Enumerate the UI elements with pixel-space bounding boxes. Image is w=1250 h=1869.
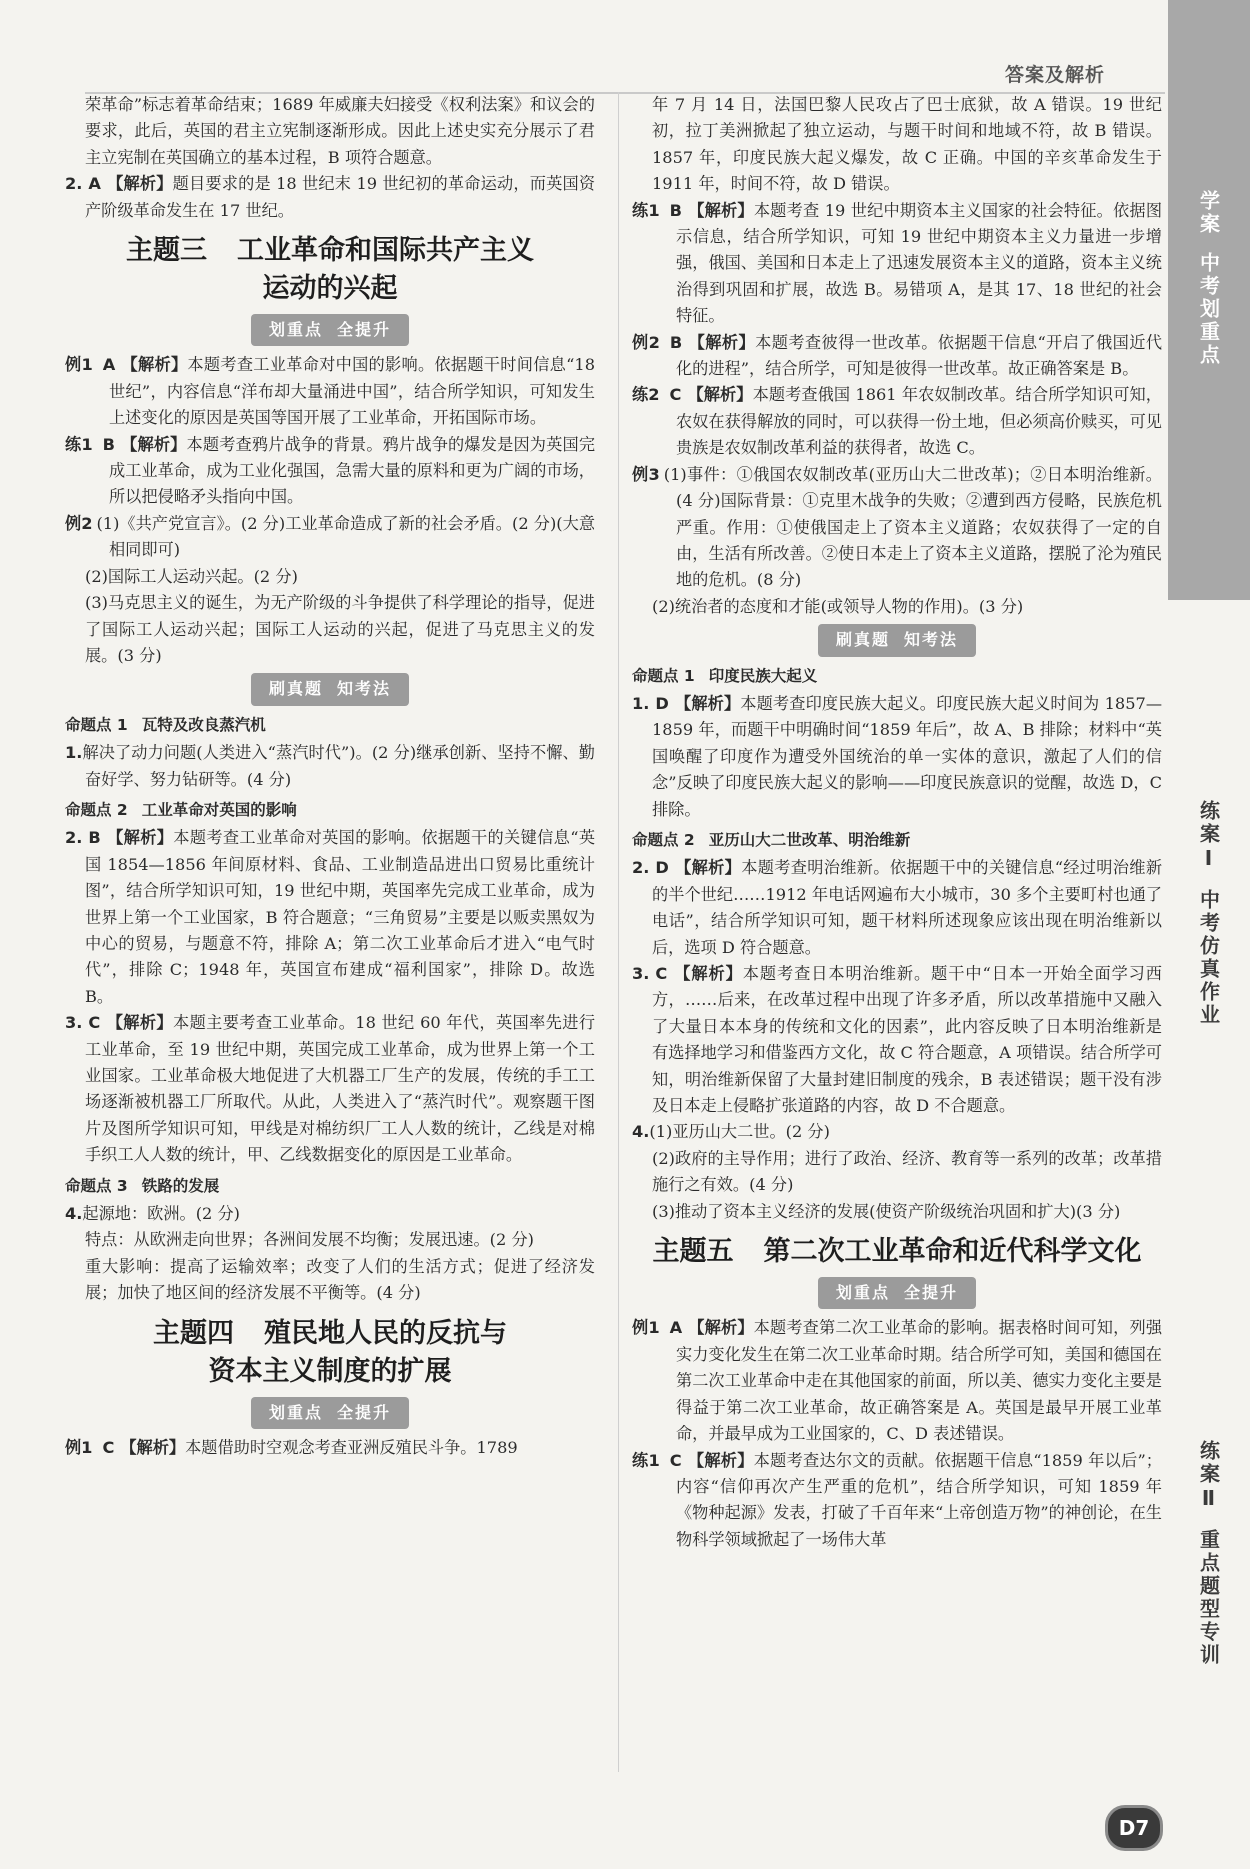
left-column	[65, 92, 595, 1461]
topic-heading: 主题五 第二次工业革命和近代科学文化	[652, 1236, 1142, 1268]
answer-subpart: (3)推动了资本主义经济的发展(使资产阶级统治巩固和扩大)(3 分)	[652, 1201, 1121, 1221]
example-item: 例1 C 【解析】本题借助时空观念考查亚洲反殖民斗争。1789	[65, 1438, 518, 1458]
point-title: 命题点 2 工业革命对英国的影响	[65, 800, 297, 819]
page-number-badge: D7	[1105, 1805, 1163, 1851]
example-subpart: (2)统治者的态度和才能(或领导人物的作用)。(3 分)	[652, 596, 1024, 616]
section-pill: 划重点 全提升	[251, 1397, 409, 1429]
answer-item: 1.解决了动力问题(人类进入“蒸汽时代”)。(2 分)继承创新、坚持不懈、勤奋好学、努力钻研等。(4 分)	[65, 743, 595, 789]
answer-item: 2. D 【解析】本题考查明治维新。依据题干中的关键信息“经过明治维新的半个世纪……1912 年电话网遍布大小城市，30 多个主要町村也通了电话”，结合所学知识可知，题干材料所述现象应该出现在明治维新以后，选项 D 符合题意。	[632, 858, 1163, 957]
example-subpart: (2)国际工人运动兴起。(2 分)	[85, 566, 298, 586]
practice-item: 练1 C 【解析】本题考查达尔文的贡献。依据题干信息“1859 年以后”；内容“信仰再次产生严重的危机”，结合所学知识，可知 1859 年《物种起源》发表，打破了千百年来“上帝创造万物”的神创论，在生物科学领域掀起了一场伟大革	[632, 1450, 1162, 1549]
answer-subpart: 重大影响：提高了运输效率；改变了人们的生活方式；促进了经济发展；加快了地区间的经济发展不平衡等。(4 分)	[85, 1256, 595, 1303]
example-item: 例1 A 【解析】本题考查工业革命对中国的影响。依据题干时间信息“18 世纪”，内容信息“洋布却大量涌进中国”，结合所学知识，可知发生上述变化的原因是英国等国开展了工业革命，开拓国际市场。	[65, 355, 596, 428]
section-pill: 刷真题 知考法	[251, 673, 409, 705]
example-item: 例2 B 【解析】本题考查彼得一世改革。依据题干信息“开启了俄国近代化的进程”，结合所学，可知是彼得一世改革。故正确答案是 B。	[632, 332, 1163, 379]
column-divider	[618, 92, 619, 1772]
answer-item: 4.起源地：欧洲。(2 分)	[65, 1204, 240, 1224]
section-pill: 划重点 全提升	[251, 314, 409, 346]
header-title: 答案及解析	[1005, 64, 1106, 86]
answer-subpart: (2)政府的主导作用；进行了政治、经济、教育等一系列的改革；改革措施行之有效。(4 分)	[652, 1148, 1162, 1195]
section-pill: 划重点 全提升	[818, 1277, 976, 1309]
point-title: 命题点 1 印度民族大起义	[632, 666, 818, 685]
side-tab-practice-2[interactable]: 练案Ⅱ 重点题型专训	[1196, 1440, 1221, 1667]
topic-heading: 主题四 殖民地人民的反抗与 资本主义制度的扩展	[153, 1317, 507, 1387]
point-title: 命题点 3 铁路的发展	[65, 1176, 220, 1195]
topic-heading: 主题三 工业革命和国际共产主义 运动的兴起	[126, 235, 534, 305]
point-title: 命题点 1 瓦特及改良蒸汽机	[65, 715, 266, 734]
example-item: 例3 (1)事件：①俄国农奴制改革(亚历山大二世改革)；②日本明治维新。(4 分)国际背景：①克里木战争的失败；②遭到西方侵略，民族危机严重。作用：①使俄国走上了资本主义道路；农奴获得了一定的自由，生活有所改善。②使日本走上了资本主义道路，摆脱了沦为殖民地的危机。(8 分)	[632, 464, 1162, 590]
example-item: 例2 (1)《共产党宣言》。(2 分)工业革命造成了新的社会矛盾。(2 分)(大意相同即可)	[65, 513, 596, 560]
answer-item: 2. B 【解析】本题考查工业革命对英国的影响。依据题干的关键信息“英国 1854—1856 年间原材料、食品、工业制造品进出口贸易比重统计图”，结合所学知识可知，19 世纪中期，英国率先完成工业革命，成为世界上第一个工业国家，B 符合题意；“三角贸易”主要是以贩卖黑奴为中心的贸易，与题意不符，排除 A；第二次工业革命后才进入“电气时代”，排除 C；1948 年，英国宣布建成“福利国家”，排除 D。故选 B。	[65, 828, 596, 1006]
point-title: 命题点 2 亚历山大二世改革、明治维新	[632, 830, 911, 849]
intro-paragraph: 荣革命”标志着革命结束；1689 年威廉夫妇接受《权利法案》和议会的要求，此后，英国的君主立宪制逐渐形成。因此上述史实充分展示了君主立宪制在英国确立的基本过程，B 项符合题意。	[85, 95, 595, 167]
practice-item: 练1 B 【解析】本题考查 19 世纪中期资本主义国家的社会特征。依据图示信息，结合所学知识，可知 19 世纪中期资本主义力量进一步增强，俄国、美国和日本走上了迅速发展资本主义的道路，资本主义统治得到巩固和扩展，故选 B。易错项 A，是其 17、18 世纪的社会特征。	[632, 200, 1163, 326]
example-subpart: (3)马克思主义的诞生，为无产阶级的斗争提供了科学理论的指导，促进了国际工人运动兴起；国际工人运动的兴起，促进了马克思主义的发展。(3 分)	[85, 593, 595, 665]
answer-item: 4.(1)亚历山大二世。(2 分)	[632, 1122, 830, 1142]
continued-paragraph: 年 7 月 14 日，法国巴黎人民攻占了巴士底狱，故 A 错误。19 世纪初，拉丁美洲掀起了独立运动，与题干时间和地域不符，故 B 错误。1857 年，印度民族大起义爆发，故 C 正确。中国的辛亥革命发生于 1911 年，时间不符，故 D 错误。	[652, 95, 1162, 194]
answer-subpart: 特点：从欧洲走向世界；各洲间发展不均衡；发展迅速。(2 分)	[85, 1230, 534, 1250]
practice-item: 练1 B 【解析】本题考查鸦片战争的背景。鸦片战争的爆发是因为英国完成工业革命，成为工业化强国，急需大量的原料和更为广阔的市场，所以把侵略矛头指向中国。	[65, 434, 596, 507]
side-tab-study[interactable]: 学案 中考划重点	[1168, 0, 1250, 600]
answer-item: 3. C 【解析】本题考查日本明治维新。题干中“日本一开始全面学习西方，……后来，在改革过程中出现了许多矛盾，所以改革措施中又融入了大量日本本身的传统和文化的因素”，此内容反映了日本明治维新是有选择地学习和借鉴西方文化，故 C 符合题意，A 项错误。结合所学可知，明治维新保留了大量封建旧制度的残余，B 表述错误；题干没有涉及日本走上侵略扩张道路的内容，故 D 不合题意。	[632, 964, 1162, 1116]
answer-item: 1. D 【解析】本题考查印度民族大起义。印度民族大起义时间为 1857—1859 年，而题干中明确时间“1859 年后”，故 A、B 排除；材料中“英国唤醒了印度作为遭受外国统治的单一实体的意识，激起了人们的信念”反映了印度民族大起义的影响——印度民族意识的觉醒，故选 D，C 排除。	[632, 693, 1163, 819]
section-pill: 刷真题 知考法	[818, 624, 976, 656]
example-item: 例1 A 【解析】本题考查第二次工业革命的影响。据表格时间可知，列强实力变化发生在第二次工业革命时期。结合所学可知，美国和德国在第二次工业革命中走在其他国家的前面，所以美、德实力变化主要是得益于第二次工业革命，故正确答案是 A。英国是最早开展工业革命，并最早成为工业国家的，C、D 表述错误。	[632, 1318, 1163, 1444]
right-column	[632, 92, 1162, 1553]
answer-item: 2. A 【解析】题目要求的是 18 世纪末 19 世纪初的革命运动，而英国资产阶级革命发生在 17 世纪。	[65, 174, 596, 220]
side-tab-practice-1[interactable]: 练案Ⅰ 中考仿真作业	[1196, 800, 1221, 1027]
answer-item: 3. C 【解析】本题主要考查工业革命。18 世纪 60 年代，英国率先进行工业革命，至 19 世纪中期，英国完成工业革命，成为世界上第一个工业国家。工业革命极大地促进了大机器工厂生产的发展，传统的手工工场逐渐被机器工厂所取代。从此，人类进入了“蒸汽时代”。观察题干图片及图所学知识可知，甲线是对棉纺织厂工人人数的统计，乙线是对棉手织工人人数的统计，甲、乙线数据变化的原因是工业革命。	[65, 1013, 596, 1165]
practice-item: 练2 C 【解析】本题考查俄国 1861 年农奴制改革。结合所学知识可知，农奴在获得解放的同时，可以获得一份土地，但必须高价赎买，可见贵族是农奴制改革利益的获得者，故选 C。	[632, 385, 1162, 458]
